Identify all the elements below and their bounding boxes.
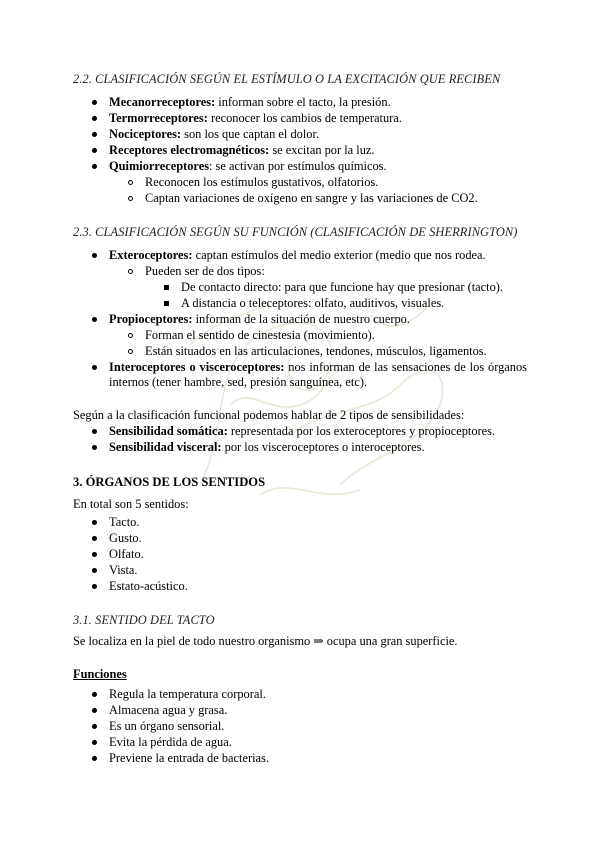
list-item-text: reconocer los cambios de temperatura.	[207, 111, 402, 125]
list-item	[109, 143, 375, 158]
list-item-text: son los que captan el dolor.	[181, 127, 320, 141]
sub-list-item: Forman el sentido de cinestesia (movimiento).	[145, 328, 375, 342]
bullet-icon	[92, 708, 97, 713]
bullet-icon	[92, 536, 97, 541]
sub-list-item: Captan variaciones de oxígeno en sangre y las variaciones de CO2.	[145, 191, 478, 205]
list-item-text: nos informan de las sensaciones de los órganos internos (tener hambre, sed, presión sanguínea, etc).	[109, 360, 528, 389]
sub-list-item: Pueden ser de dos tipos:	[145, 264, 265, 278]
bullet-icon	[92, 164, 97, 169]
paragraph: Según a la clasificación funcional podemos hablar de 2 tipos de sensibilidades:	[73, 408, 465, 422]
list-item	[109, 159, 387, 174]
list-item	[109, 248, 486, 263]
list-item	[109, 127, 319, 142]
list-item-text: : se activan por estímulos químicos.	[209, 159, 387, 173]
bullet-icon	[92, 100, 97, 105]
list-item-term: Quimiorreceptores	[109, 159, 210, 173]
list-item	[109, 95, 391, 110]
circle-bullet-icon	[128, 196, 133, 201]
square-bullet-icon	[164, 285, 169, 290]
square-bullet-icon	[164, 301, 169, 306]
bullet-icon	[92, 740, 97, 745]
list-item: Evita la pérdida de agua.	[109, 735, 232, 749]
list-item-text: por los visceroceptores o interoceptores.	[221, 440, 425, 454]
bullet-icon	[92, 317, 97, 322]
sub-list-item: Están situados en las articulaciones, tendones, músculos, ligamentos.	[145, 344, 487, 358]
list-item-term: Exteroceptores:	[109, 248, 193, 262]
section-3-heading: 3. ÓRGANOS DE LOS SENTIDOS	[73, 475, 266, 489]
bullet-icon	[92, 552, 97, 557]
list-item-text: representada por los exteroceptores y propioceptores.	[227, 424, 496, 438]
circle-bullet-icon	[128, 333, 133, 338]
bullet-icon	[92, 520, 97, 525]
list-item: Es un órgano sensorial.	[109, 719, 225, 733]
list-item	[109, 424, 495, 439]
sub-sub-list-item: A distancia o teleceptores: olfato, auditivos, visuales.	[181, 296, 445, 310]
bullet-icon	[92, 253, 97, 258]
list-item-text: informan de la situación de nuestro cuerpo.	[192, 312, 410, 326]
list-item-text: informan sobre el tacto, la presión.	[215, 95, 391, 109]
bullet-icon	[92, 116, 97, 121]
list-item	[109, 111, 402, 126]
list-item: Gusto.	[109, 531, 142, 545]
list-item: Tacto.	[109, 515, 140, 529]
list-item	[109, 360, 527, 390]
bullet-icon	[92, 445, 97, 450]
list-item	[109, 440, 425, 455]
bullet-icon	[92, 724, 97, 729]
sub-list-item: Reconocen los estímulos gustativos, olfatorios.	[145, 175, 379, 189]
circle-bullet-icon	[128, 269, 133, 274]
list-item: Previene la entrada de bacterias.	[109, 751, 269, 765]
list-item: Almacena agua y grasa.	[109, 703, 228, 717]
bullet-icon	[92, 132, 97, 137]
section-2-2-heading: 2.2. CLASIFICACIÓN SEGÚN EL ESTÍMULO O LA EXCITACIÓN QUE RECIBEN	[73, 72, 501, 86]
list-item-term: Sensibilidad somática:	[109, 424, 228, 438]
bullet-icon	[92, 148, 97, 153]
bullet-icon	[92, 365, 97, 370]
section-2-3-heading: 2.3. CLASIFICACIÓN SEGÚN SU FUNCIÓN (CLASIFICACIÓN DE SHERRINGTON)	[73, 225, 518, 239]
list-item-term: Nociceptores:	[109, 127, 182, 141]
circle-bullet-icon	[128, 180, 133, 185]
list-item: Estato-acústico.	[109, 579, 188, 593]
circle-bullet-icon	[128, 349, 133, 354]
list-item-term: Receptores electromagnéticos:	[109, 143, 270, 157]
funciones-heading: Funciones	[73, 667, 127, 681]
bullet-icon	[92, 568, 97, 573]
list-item-term: Termorreceptores:	[109, 111, 208, 125]
list-item-text: se excitan por la luz.	[269, 143, 375, 157]
list-item	[109, 312, 410, 327]
list-item-term: Sensibilidad visceral:	[109, 440, 222, 454]
list-item-text: captan estímulos del medio exterior (medio que nos rodea.	[192, 248, 486, 262]
bullet-icon	[92, 692, 97, 697]
list-item: Regula la temperatura corporal.	[109, 687, 266, 701]
bullet-icon	[92, 584, 97, 589]
list-item-term: Mecanorreceptores:	[109, 95, 216, 109]
list-item: Olfato.	[109, 547, 144, 561]
paragraph: En total son 5 sentidos:	[73, 497, 189, 511]
section-3-1-heading: 3.1. SENTIDO DEL TACTO	[73, 613, 215, 627]
list-item: Vista.	[109, 563, 138, 577]
paragraph: Se localiza en la piel de todo nuestro organismo ⇒ ocupa una gran superficie.	[73, 634, 458, 648]
bullet-icon	[92, 756, 97, 761]
bullet-icon	[92, 429, 97, 434]
list-item-term: Interoceptores o visceroceptores:	[109, 360, 285, 374]
list-item-term: Propioceptores:	[109, 312, 193, 326]
sub-sub-list-item: De contacto directo: para que funcione hay que presionar (tacto).	[181, 280, 504, 294]
